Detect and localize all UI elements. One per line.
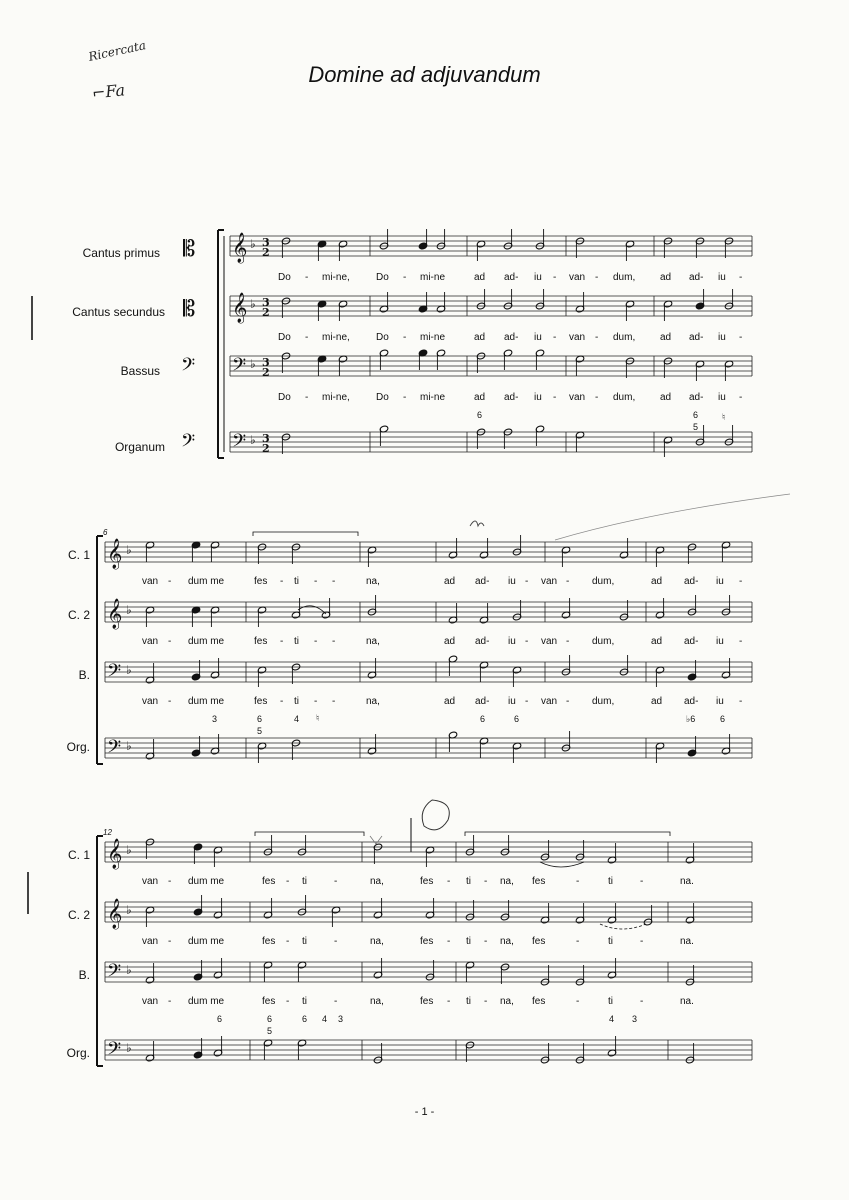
lyric-syllable: na, bbox=[366, 696, 380, 707]
lyric-syllable: mi-ne bbox=[420, 272, 446, 283]
tie-editorial bbox=[600, 924, 646, 929]
lyric-syllable: - bbox=[739, 636, 743, 647]
lyric-syllable: van bbox=[541, 576, 558, 587]
figure: 6 bbox=[514, 714, 520, 724]
bass-clef-icon: 𝄢 bbox=[107, 1039, 122, 1064]
lyric-syllable: na, bbox=[370, 936, 384, 947]
lyric-syllable: - bbox=[739, 272, 743, 283]
lyric-syllable: fes bbox=[532, 996, 546, 1007]
lyric-syllable: dum, bbox=[613, 392, 636, 403]
figure: ♮ bbox=[722, 412, 726, 422]
lyric-syllable: dum, bbox=[592, 576, 615, 587]
lyric-syllable: ad bbox=[651, 696, 663, 707]
lyric-syllable: - bbox=[305, 332, 309, 343]
time-signature-bottom: 2 bbox=[262, 442, 270, 455]
lyric-syllable: dum me bbox=[188, 576, 225, 587]
lyric-syllable: iu bbox=[534, 332, 542, 343]
part-name-c1: C. 1 bbox=[67, 548, 90, 562]
lyric-syllable: - bbox=[576, 936, 580, 947]
lyric-syllable: - bbox=[595, 272, 599, 283]
pencil-check bbox=[370, 836, 382, 844]
ligature-bracket bbox=[465, 832, 670, 836]
lyric-syllable: na, bbox=[366, 576, 380, 587]
lyric-syllable: Do bbox=[376, 332, 389, 343]
lyric-syllable: ad bbox=[660, 392, 672, 403]
bass-clef-icon: 𝄢 bbox=[181, 431, 196, 456]
lyric-syllable: dum me bbox=[188, 936, 225, 947]
lyric-syllable: mi-ne, bbox=[322, 392, 350, 403]
lyric-syllable: ti bbox=[302, 936, 307, 947]
lyric-syllable: ti bbox=[608, 936, 613, 947]
flat-key-signature-icon: ♭ bbox=[126, 1041, 132, 1055]
lyric-syllable: - bbox=[595, 332, 599, 343]
bass-clef-icon: 𝄢 bbox=[107, 661, 122, 686]
flat-key-signature-icon: ♭ bbox=[126, 903, 132, 917]
lyric-syllable: ad bbox=[474, 272, 486, 283]
lyric-syllable: van bbox=[142, 876, 159, 887]
lyric-syllable: - bbox=[168, 876, 172, 887]
part-name-c1: C. 1 bbox=[67, 848, 90, 862]
lyric-syllable: - bbox=[566, 636, 570, 647]
lyric-syllable: - bbox=[334, 996, 338, 1007]
lyric-syllable: ad- bbox=[684, 636, 699, 647]
lyric-syllable: - bbox=[334, 876, 338, 887]
lyric-syllable: - bbox=[739, 696, 743, 707]
lyric-syllable: - bbox=[553, 272, 557, 283]
lyric-syllable: fes bbox=[262, 996, 276, 1007]
lyric-syllable: van bbox=[569, 332, 586, 343]
treble-clef-icon: 𝄞 bbox=[107, 539, 123, 569]
lyric-syllable: van bbox=[142, 996, 159, 1007]
lyric-syllable: - bbox=[553, 332, 557, 343]
treble-clef-icon: 𝄞 bbox=[107, 599, 123, 629]
c-clef-icon: 𝄡 bbox=[183, 297, 196, 322]
figure: 6 bbox=[720, 714, 726, 724]
lyric-syllable: ad- bbox=[684, 576, 699, 587]
flat-key-signature-icon: ♭ bbox=[250, 297, 256, 311]
lyric-syllable: na. bbox=[680, 936, 694, 947]
lyric-syllable: ti bbox=[608, 876, 613, 887]
lyric-syllable: - bbox=[447, 936, 451, 947]
lyric-syllable: ad- bbox=[475, 576, 490, 587]
lyric-syllable: iu bbox=[716, 576, 724, 587]
lyric-syllable: - bbox=[595, 392, 599, 403]
lyric-syllable: - bbox=[739, 392, 743, 403]
lyric-syllable: - bbox=[286, 996, 290, 1007]
lyric-syllable: van bbox=[541, 696, 558, 707]
lyric-syllable: - bbox=[576, 876, 580, 887]
tie bbox=[540, 862, 584, 867]
time-signature-bottom: 2 bbox=[262, 366, 270, 379]
lyric-syllable: fes bbox=[420, 936, 434, 947]
time-signature-bottom: 2 bbox=[262, 246, 270, 259]
staff bbox=[105, 602, 752, 622]
lyric-syllable: ti bbox=[294, 636, 299, 647]
lyric-syllable: Do bbox=[278, 392, 291, 403]
lyric-syllable: - bbox=[168, 696, 172, 707]
lyric-syllable: - bbox=[403, 272, 407, 283]
figure: 5 bbox=[693, 422, 699, 432]
lyric-syllable: - bbox=[332, 576, 336, 587]
figure: ♭6 bbox=[686, 714, 696, 724]
lyric-syllable: ad- bbox=[475, 636, 490, 647]
lyric-syllable: ti bbox=[294, 696, 299, 707]
lyric-syllable: - bbox=[314, 576, 318, 587]
figure: 6 bbox=[217, 1014, 223, 1024]
lyric-syllable: - bbox=[168, 576, 172, 587]
lyric-syllable: na, bbox=[500, 876, 514, 887]
lyric-syllable: - bbox=[332, 636, 336, 647]
lyric-syllable: ad- bbox=[689, 392, 704, 403]
flat-key-signature-icon: ♭ bbox=[250, 433, 256, 447]
staff bbox=[230, 236, 752, 256]
handwritten-annotation-key: ⌐Fa bbox=[91, 80, 126, 103]
lyric-syllable: ti bbox=[302, 876, 307, 887]
lyric-syllable: - bbox=[403, 392, 407, 403]
time-signature-top: 3 bbox=[262, 356, 270, 369]
lyric-syllable: dum me bbox=[188, 636, 225, 647]
lyric-syllable: iu bbox=[716, 696, 724, 707]
part-name-organum: Organum bbox=[114, 440, 165, 454]
lyric-syllable: van bbox=[142, 636, 159, 647]
lyric-syllable: - bbox=[314, 696, 318, 707]
lyric-syllable: - bbox=[332, 696, 336, 707]
lyric-syllable: - bbox=[286, 936, 290, 947]
treble-clef-icon: 𝄞 bbox=[232, 233, 248, 263]
bass-clef-icon: 𝄢 bbox=[232, 355, 247, 380]
lyric-syllable: ti bbox=[294, 576, 299, 587]
page-number: - 1 - bbox=[414, 1106, 435, 1118]
lyric-syllable: na, bbox=[370, 876, 384, 887]
lyric-syllable: van bbox=[569, 272, 586, 283]
flat-key-signature-icon: ♭ bbox=[126, 963, 132, 977]
part-name-org: Org. bbox=[66, 740, 90, 754]
lyric-syllable: iu bbox=[534, 392, 542, 403]
lyric-syllable: ad bbox=[474, 332, 486, 343]
lyric-syllable: mi-ne bbox=[420, 392, 446, 403]
flat-key-signature-icon: ♭ bbox=[126, 739, 132, 753]
lyric-syllable: fes bbox=[532, 936, 546, 947]
pencil-circle bbox=[422, 800, 449, 830]
lyric-syllable: ad- bbox=[475, 696, 490, 707]
lyric-syllable: Do bbox=[278, 332, 291, 343]
lyric-syllable: ti bbox=[466, 936, 471, 947]
lyric-syllable: fes bbox=[262, 936, 276, 947]
lyric-syllable: - bbox=[447, 876, 451, 887]
lyric-syllable: dum, bbox=[613, 272, 636, 283]
lyric-syllable: - bbox=[305, 272, 309, 283]
lyric-syllable: iu bbox=[718, 272, 726, 283]
lyric-syllable: na. bbox=[680, 876, 694, 887]
flat-key-signature-icon: ♭ bbox=[250, 357, 256, 371]
lyric-syllable: - bbox=[168, 636, 172, 647]
lyric-syllable: - bbox=[168, 996, 172, 1007]
measure-number: 6 bbox=[103, 528, 108, 537]
lyric-syllable: - bbox=[484, 876, 488, 887]
lyric-syllable: ad bbox=[651, 576, 663, 587]
lyric-syllable: fes bbox=[254, 636, 268, 647]
time-signature-top: 3 bbox=[262, 296, 270, 309]
figure: 6 bbox=[257, 714, 263, 724]
lyric-syllable: - bbox=[334, 936, 338, 947]
bass-clef-icon: 𝄢 bbox=[107, 961, 122, 986]
lyric-syllable: na, bbox=[500, 996, 514, 1007]
lyric-syllable: - bbox=[553, 392, 557, 403]
staff bbox=[105, 662, 752, 682]
lyric-syllable: van bbox=[142, 936, 159, 947]
lyric-syllable: ad- bbox=[504, 392, 519, 403]
lyric-syllable: fes bbox=[420, 876, 434, 887]
lyric-syllable: mi-ne, bbox=[322, 272, 350, 283]
lyric-syllable: - bbox=[484, 996, 488, 1007]
lyric-syllable: na. bbox=[680, 996, 694, 1007]
staff bbox=[105, 738, 752, 758]
part-name-b: B. bbox=[78, 668, 90, 682]
lyric-syllable: - bbox=[566, 576, 570, 587]
staff bbox=[230, 432, 752, 452]
lyric-syllable: van bbox=[541, 636, 558, 647]
lyric-syllable: - bbox=[447, 996, 451, 1007]
lyric-syllable: - bbox=[739, 332, 743, 343]
lyric-syllable: iu bbox=[716, 636, 724, 647]
lyric-syllable: - bbox=[305, 392, 309, 403]
lyric-syllable: dum, bbox=[613, 332, 636, 343]
lyric-syllable: iu bbox=[534, 272, 542, 283]
time-signature-bottom: 2 bbox=[262, 306, 270, 319]
lyric-syllable: iu bbox=[508, 576, 516, 587]
lyric-syllable: fes bbox=[254, 576, 268, 587]
staff bbox=[230, 356, 752, 376]
lyric-syllable: - bbox=[280, 696, 284, 707]
lyric-syllable: ti bbox=[466, 876, 471, 887]
lyric-syllable: - bbox=[280, 576, 284, 587]
treble-clef-icon: 𝄞 bbox=[232, 293, 248, 323]
time-signature-top: 3 bbox=[262, 432, 270, 445]
lyric-syllable: Do bbox=[376, 392, 389, 403]
lyric-syllable: ti bbox=[608, 996, 613, 1007]
lyric-syllable: iu bbox=[718, 332, 726, 343]
figure: 6 bbox=[267, 1014, 273, 1024]
lyric-syllable: - bbox=[640, 996, 644, 1007]
lyric-syllable: iu bbox=[508, 636, 516, 647]
lyric-syllable: - bbox=[525, 696, 529, 707]
lyric-syllable: ad- bbox=[689, 272, 704, 283]
lyric-syllable: ad- bbox=[689, 332, 704, 343]
pencil-stroke bbox=[555, 494, 790, 540]
bass-clef-icon: 𝄢 bbox=[107, 737, 122, 762]
lyric-syllable: - bbox=[168, 936, 172, 947]
lyric-syllable: iu bbox=[718, 392, 726, 403]
figure: 4 bbox=[322, 1014, 328, 1024]
lyric-syllable: - bbox=[640, 936, 644, 947]
lyric-syllable: dum, bbox=[592, 636, 615, 647]
pencil-scribble bbox=[470, 521, 484, 526]
lyric-syllable: - bbox=[525, 636, 529, 647]
lyric-syllable: dum me bbox=[188, 996, 225, 1007]
figure: 6 bbox=[302, 1014, 308, 1024]
flat-key-signature-icon: ♭ bbox=[250, 237, 256, 251]
part-name-cantus-secundus: Cantus secundus bbox=[72, 305, 165, 319]
lyric-syllable: fes bbox=[254, 696, 268, 707]
lyric-syllable: ad- bbox=[684, 696, 699, 707]
lyric-syllable: - bbox=[403, 332, 407, 343]
lyric-syllable: van bbox=[142, 576, 159, 587]
ligature-bracket bbox=[253, 532, 358, 536]
part-name-org: Org. bbox=[66, 1046, 90, 1060]
lyric-syllable: ad bbox=[660, 332, 672, 343]
figure: ♮ bbox=[316, 713, 320, 723]
lyric-syllable: van bbox=[142, 696, 159, 707]
lyric-syllable: na, bbox=[366, 636, 380, 647]
lyric-syllable: dum me bbox=[188, 876, 225, 887]
lyric-syllable: Do bbox=[278, 272, 291, 283]
figure: 5 bbox=[257, 726, 263, 736]
part-name-c2: C. 2 bbox=[67, 608, 90, 622]
lyric-syllable: ad- bbox=[504, 332, 519, 343]
lyric-syllable: ad bbox=[444, 696, 456, 707]
lyric-syllable: ad- bbox=[504, 272, 519, 283]
figure: 5 bbox=[267, 1026, 273, 1036]
figure: 6 bbox=[477, 410, 483, 420]
lyric-syllable: - bbox=[525, 576, 529, 587]
lyric-syllable: na, bbox=[500, 936, 514, 947]
figure: 3 bbox=[212, 714, 218, 724]
figure: 6 bbox=[693, 410, 699, 420]
lyric-syllable: - bbox=[566, 696, 570, 707]
lyric-syllable: dum, bbox=[592, 696, 615, 707]
bass-clef-icon: 𝄢 bbox=[232, 431, 247, 456]
handwritten-annotation: Ricercata bbox=[87, 38, 148, 64]
figure: 4 bbox=[294, 714, 300, 724]
lyric-syllable: ad bbox=[651, 636, 663, 647]
bass-clef-icon: 𝄢 bbox=[181, 355, 196, 380]
figure: 4 bbox=[609, 1014, 615, 1024]
lyric-syllable: - bbox=[576, 996, 580, 1007]
figure: 3 bbox=[632, 1014, 638, 1024]
lyric-syllable: - bbox=[739, 576, 743, 587]
time-signature-top: 3 bbox=[262, 236, 270, 249]
flat-key-signature-icon: ♭ bbox=[126, 543, 132, 557]
lyric-syllable: - bbox=[640, 876, 644, 887]
part-name-b: B. bbox=[78, 968, 90, 982]
lyric-syllable: ad bbox=[444, 636, 456, 647]
staff bbox=[230, 296, 752, 316]
lyric-syllable: fes bbox=[262, 876, 276, 887]
lyric-syllable: mi-ne bbox=[420, 332, 446, 343]
flat-key-signature-icon: ♭ bbox=[126, 843, 132, 857]
part-name-cantus-primus: Cantus primus bbox=[82, 246, 160, 260]
staff bbox=[105, 542, 752, 562]
part-name-bassus: Bassus bbox=[120, 364, 160, 378]
measure-number: 12 bbox=[103, 828, 112, 837]
lyric-syllable: iu bbox=[508, 696, 516, 707]
lyric-syllable: - bbox=[280, 636, 284, 647]
lyric-syllable: fes bbox=[420, 996, 434, 1007]
c-clef-icon: 𝄡 bbox=[183, 237, 196, 262]
lyric-syllable: Do bbox=[376, 272, 389, 283]
lyric-syllable: ad bbox=[474, 392, 486, 403]
figure: 6 bbox=[480, 714, 486, 724]
lyric-syllable: - bbox=[314, 636, 318, 647]
treble-clef-icon: 𝄞 bbox=[107, 899, 123, 929]
page-title: Domine ad adjuvandum bbox=[308, 62, 541, 87]
lyric-syllable: mi-ne, bbox=[322, 332, 350, 343]
lyric-syllable: - bbox=[484, 936, 488, 947]
lyric-syllable: ti bbox=[302, 996, 307, 1007]
lyric-syllable: ti bbox=[466, 996, 471, 1007]
lyric-syllable: - bbox=[286, 876, 290, 887]
part-name-c2: C. 2 bbox=[67, 908, 90, 922]
figure: 3 bbox=[338, 1014, 344, 1024]
flat-key-signature-icon: ♭ bbox=[126, 603, 132, 617]
lyric-syllable: fes bbox=[532, 876, 546, 887]
lyric-syllable: ad bbox=[660, 272, 672, 283]
lyric-syllable: dum me bbox=[188, 696, 225, 707]
lyric-syllable: na, bbox=[370, 996, 384, 1007]
lyric-syllable: van bbox=[569, 392, 586, 403]
lyric-syllable: ad bbox=[444, 576, 456, 587]
annotation-key-text: Fa bbox=[104, 80, 126, 102]
flat-key-signature-icon: ♭ bbox=[126, 663, 132, 677]
treble-clef-icon: 𝄞 bbox=[107, 839, 123, 869]
